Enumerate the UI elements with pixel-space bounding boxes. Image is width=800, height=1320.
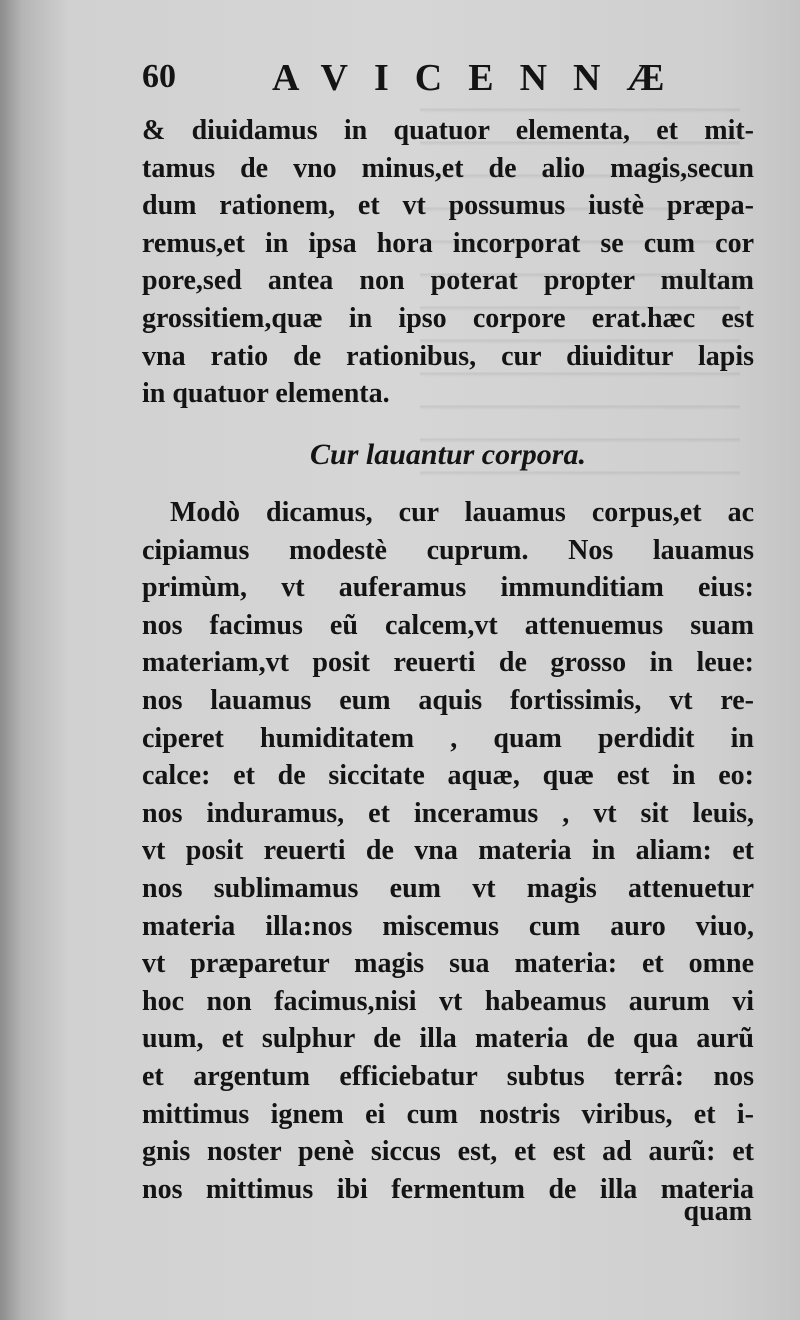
text-line: Modò dicamus, cur lauamus corpus,et ac [170,497,754,528]
text-line: hoc non facimus,nisi vt habeamus aurum vi [142,985,754,1017]
text-line: nos sublimamus eum vt magis attenuetur [142,872,754,904]
text-line: in quatuor elementa. [142,378,390,410]
text-line: materia illa:nos miscemus cum auro viuo, [142,910,754,942]
paragraph-1 [142,112,754,413]
text-line: gnis noster penè siccus est, et est ad aurũ: et [142,1136,754,1168]
page-header [142,54,752,104]
text-line: vt præparetur magis sua materia: et omne [142,948,754,980]
text-line: pore,sed antea non poterat propter multam [142,265,754,297]
text-line: nos induramus, et inceramus , vt sit leuis, [142,797,754,829]
text-line: vna ratio de rationibus, cur diuiditur lapis [142,340,754,372]
text-line: calce: et de siccitate aquæ, quæ est in eo: [142,760,754,792]
text-line: materiam,vt posit reuerti de grosso in leue: [142,647,754,679]
catchword: quam [683,1196,752,1227]
text-line: cipiamus modestè cuprum. Nos lauamus [142,534,754,566]
text-line: mittimus ignem ei cum nostris viribus, et i- [142,1098,754,1130]
text-line: et argentum efficiebatur subtus terrâ: nos [142,1060,754,1092]
text-line: nos facimus eũ calcem,vt attenuemus suam [142,609,754,641]
text-line: nos mittimus ibi fermentum de illa materia [142,1173,754,1205]
text-line: uum, et sulphur de illa materia de qua aurũ [142,1023,754,1055]
text-line: dum rationem, et vt possumus iustè præpa- [142,190,754,222]
paragraph-2 [142,494,754,1208]
page-number: 60 [142,58,176,95]
text-line: tamus de vno minus,et de alio magis,secun [142,152,754,184]
text-line: grossitiem,quæ in ipso corpore erat.hæc est [142,302,754,334]
text-line: primùm, vt auferamus immunditiam eius: [142,572,754,604]
text-line: remus,et in ipsa hora incorporat se cum cor [142,227,754,259]
text-line: nos lauamus eum aquis fortissimis, vt re- [142,684,754,716]
text-line: vt posit reuerti de vna materia in aliam: et [142,835,754,867]
running-title: AVICENNÆ [272,57,691,99]
section-heading: Cur lauantur corpora. [310,438,586,471]
text-line: & diuidamus in quatuor elementa, et mit- [142,115,754,146]
text-line: ciperet humiditatem , quam perdidit in [142,722,754,754]
